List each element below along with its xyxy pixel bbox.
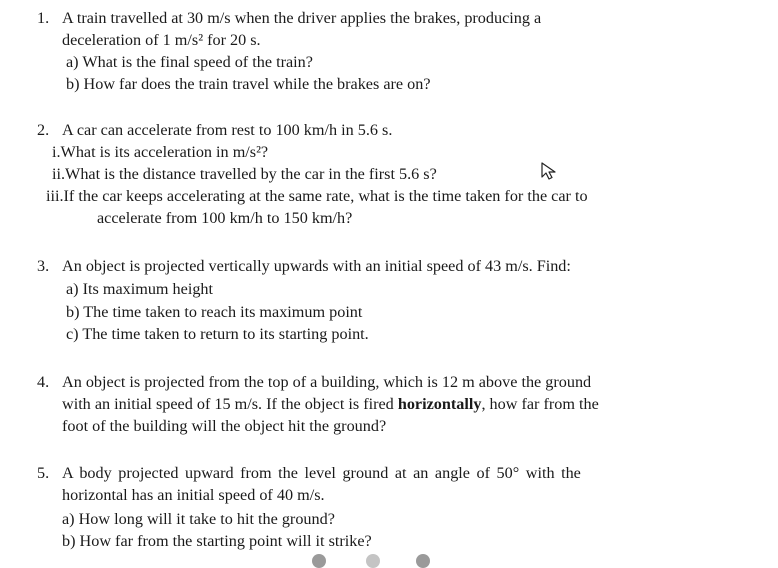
q2-part-iii-cont: accelerate from 100 km/h to 150 km/h? bbox=[97, 209, 353, 227]
q5-number: 5. bbox=[37, 464, 50, 482]
page-dot-1[interactable] bbox=[312, 554, 326, 568]
q4-text-line2a: with an initial speed of 15 m/s. If the object is fired bbox=[62, 395, 398, 413]
q1-text: A train travelled at 30 m/s when the driver applies the brakes, producing a bbox=[62, 9, 542, 27]
q4-bold-word: horizontally bbox=[397, 395, 482, 413]
q1-part-b: b) How far does the train travel while the brakes are on? bbox=[66, 75, 431, 93]
q3-part-b: b) The time taken to reach its maximum point bbox=[66, 303, 363, 321]
q1-text-cont: deceleration of 1 m/s² for 20 s. bbox=[62, 31, 261, 49]
q4-text-line3: foot of the building will the object hit the ground? bbox=[62, 417, 387, 435]
q2-part-i: i.What is its acceleration in m/s²? bbox=[52, 143, 269, 161]
q2-part-ii: ii.What is the distance travelled by the car in the first 5.6 s? bbox=[52, 165, 437, 183]
page-indicator bbox=[300, 552, 440, 565]
q3-number: 3. bbox=[37, 257, 50, 275]
page-dot-3[interactable] bbox=[416, 554, 430, 568]
q4-text: An object is projected from the top of a building, which is 12 m above the ground bbox=[62, 373, 592, 391]
mouse-cursor-icon bbox=[541, 162, 557, 180]
q5-text: A body projected upward from the level ground at an angle of 50° with the bbox=[62, 464, 581, 482]
q5-part-a: a) How long will it take to hit the ground? bbox=[62, 510, 335, 528]
q5-part-b: b) How far from the starting point will it strike? bbox=[62, 532, 372, 550]
q2-part-iii: iii.If the car keeps accelerating at the same rate, what is the time taken for the car to bbox=[46, 187, 588, 205]
q4-number: 4. bbox=[37, 373, 50, 391]
q5-text-cont: horizontal has an initial speed of 40 m/s. bbox=[62, 486, 325, 504]
q1-number: 1. bbox=[37, 9, 50, 27]
q4-text-line2 bbox=[62, 394, 599, 415]
q3-text: An object is projected vertically upwards with an initial speed of 43 m/s. Find: bbox=[62, 257, 571, 275]
q1-part-a: a) What is the final speed of the train? bbox=[66, 53, 313, 71]
q3-part-a: a) Its maximum height bbox=[66, 280, 214, 298]
q3-part-c: c) The time taken to return to its starting point. bbox=[66, 325, 369, 343]
page-dot-2[interactable] bbox=[366, 554, 380, 568]
q2-text: A car can accelerate from rest to 100 km/h in 5.6 s. bbox=[62, 121, 393, 139]
q2-number: 2. bbox=[37, 121, 50, 139]
q4-text-line2b: , how far from the bbox=[481, 395, 599, 413]
